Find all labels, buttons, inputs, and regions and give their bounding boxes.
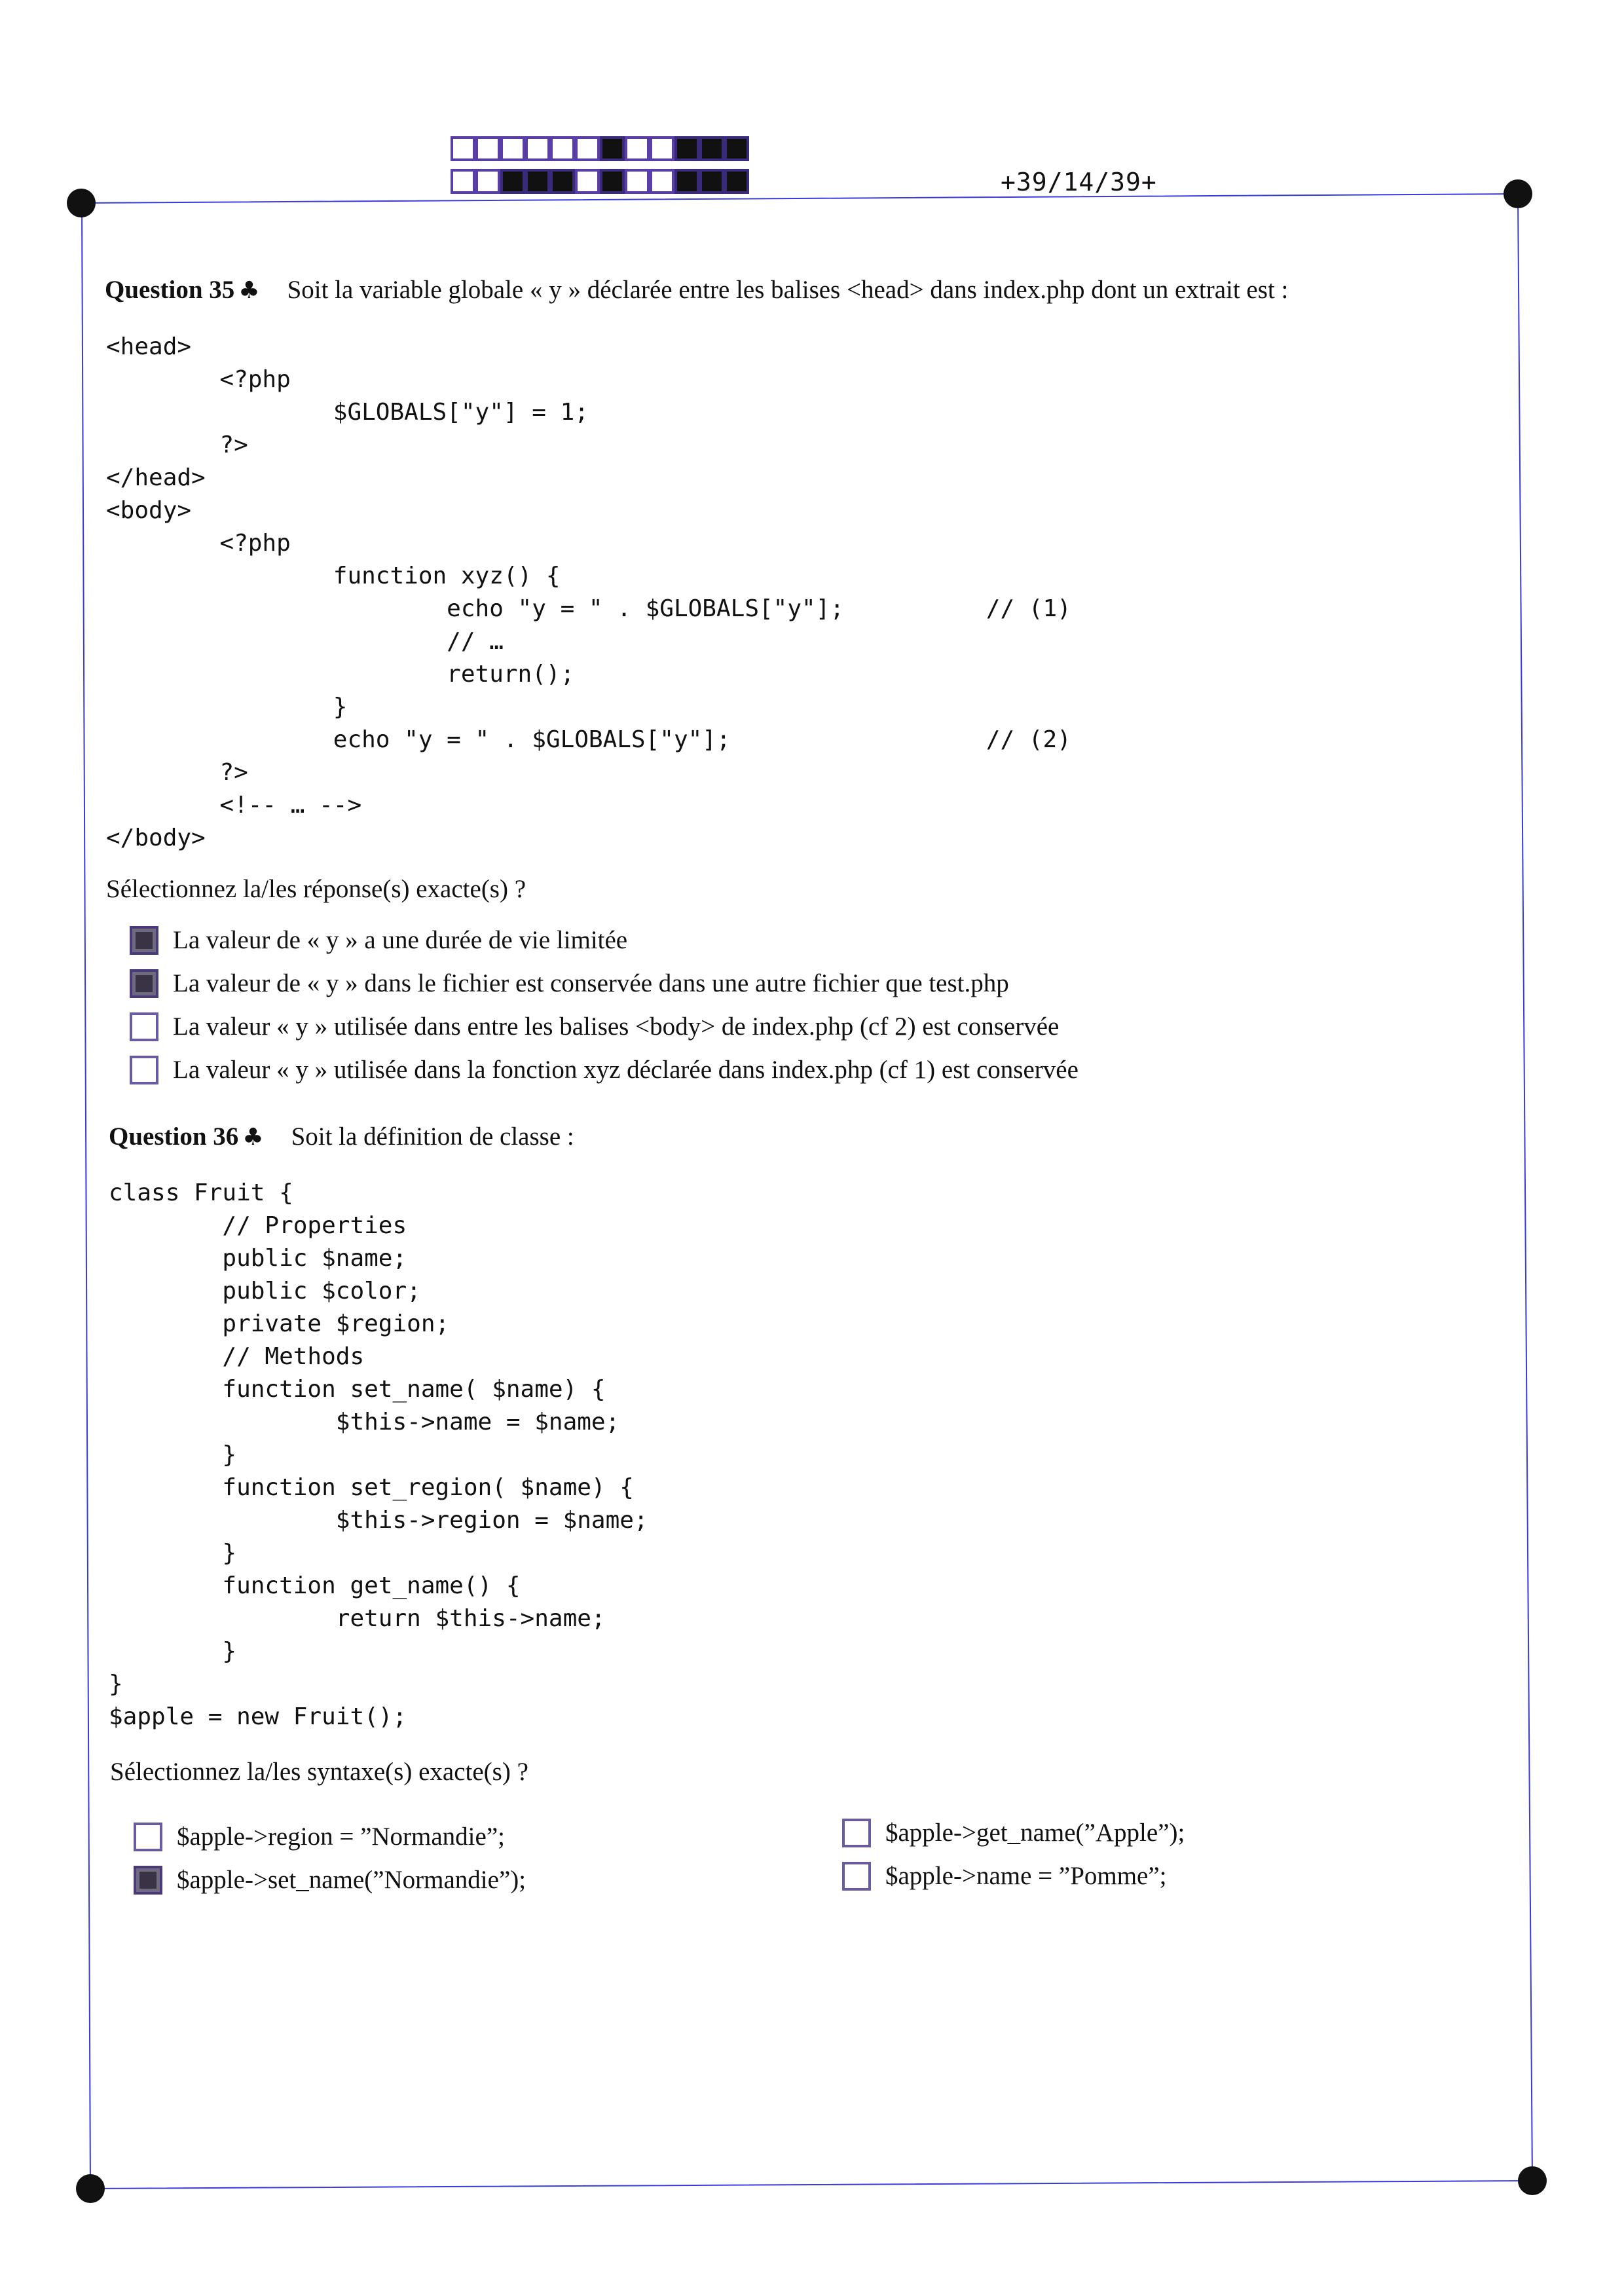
code-line: private $region; <box>109 1310 450 1337</box>
code-line: $apple = new Fruit(); <box>109 1703 407 1730</box>
q35-option-2-label: La valeur de « y » dans le fichier est conservée dans une autre fichier que test.php <box>173 969 1009 997</box>
q36-option-3-label: $apple->get_name(”Apple”); <box>885 1819 1185 1847</box>
q36-option-4-label: $apple->name = ”Pomme”; <box>885 1862 1167 1890</box>
code-box <box>550 136 575 161</box>
code-box <box>650 136 674 161</box>
code-line: } <box>109 1638 237 1665</box>
code-line: <!-- … --> <box>106 792 362 819</box>
code-box <box>650 169 674 194</box>
code-line: function set_region( $name) { <box>109 1474 634 1501</box>
code-line: </body> <box>106 824 206 851</box>
code-line: <head> <box>106 333 192 360</box>
code-line: <body> <box>106 497 192 524</box>
q36-option-3-checkbox[interactable] <box>842 1819 871 1847</box>
page-code-row-2 <box>451 169 749 194</box>
q36-option-1-label: $apple->region = ”Normandie”; <box>177 1823 505 1851</box>
code-box <box>674 136 699 161</box>
q35-option-2[interactable] <box>130 969 1009 998</box>
q35-option-3-label: La valeur « y » utilisée dans entre les balises <body> de index.php (cf 2) est conservée <box>173 1012 1060 1041</box>
code-line: // … <box>106 628 504 655</box>
q35-option-3-checkbox[interactable] <box>130 1012 158 1041</box>
code-line: } <box>106 694 348 720</box>
q35-option-4-label: La valeur « y » utilisée dans la fonction xyz déclarée dans index.php (cf 1) est conservée <box>173 1056 1079 1084</box>
corner-mark-bottom-right <box>1518 2166 1547 2195</box>
q35-option-1-label: La valeur de « y » a une durée de vie limitée <box>173 926 628 954</box>
page-code-row-1 <box>451 136 749 161</box>
code-line: public $color; <box>109 1278 421 1305</box>
corner-mark-top-left <box>67 189 96 217</box>
q36-option-2-label: $apple->set_name(”Normandie”); <box>177 1866 526 1894</box>
code-line: ?> <box>106 432 248 458</box>
q35-option-3[interactable] <box>130 1012 1059 1041</box>
code-line: } <box>109 1540 237 1566</box>
club-icon: ♣ <box>238 277 260 304</box>
q36-option-4[interactable] <box>842 1861 1167 1891</box>
code-line: // Methods <box>109 1343 365 1370</box>
question-36-code <box>109 1177 648 1733</box>
code-box <box>600 169 625 194</box>
question-text: Soit la variable globale « y » déclarée entre les balises <head> dans index.php dont un extrait est : <box>287 276 1289 304</box>
code-line: function xyz() { <box>106 563 561 589</box>
question-label: Question 36 <box>109 1122 239 1151</box>
q35-option-4-checkbox[interactable] <box>130 1056 158 1084</box>
code-box <box>625 169 650 194</box>
code-box <box>699 169 724 194</box>
code-line: <?php <box>106 366 291 393</box>
q36-option-3[interactable] <box>842 1818 1185 1847</box>
code-box <box>674 169 699 194</box>
code-line: function set_name( $name) { <box>109 1376 606 1403</box>
question-label: Question 35 <box>105 276 235 304</box>
code-box <box>451 169 475 194</box>
code-box <box>525 169 550 194</box>
code-line: echo "y = " . $GLOBALS["y"]; // (2) <box>106 726 1071 753</box>
q36-option-2-checkbox[interactable] <box>134 1866 162 1895</box>
q36-option-1[interactable] <box>134 1822 505 1851</box>
code-box <box>625 136 650 161</box>
code-box <box>600 136 625 161</box>
code-line: echo "y = " . $GLOBALS["y"]; // (1) <box>106 595 1071 622</box>
question-text: Soit la définition de classe : <box>291 1122 574 1151</box>
code-line: function get_name() { <box>109 1572 521 1599</box>
question-36-prompt: Sélectionnez la/les syntaxe(s) exacte(s) ? <box>110 1758 528 1786</box>
code-box <box>500 169 525 194</box>
q36-option-4-checkbox[interactable] <box>842 1862 871 1891</box>
code-line: </head> <box>106 464 206 491</box>
code-box <box>451 136 475 161</box>
q35-option-1-checkbox[interactable] <box>130 926 158 955</box>
code-line: } <box>109 1671 123 1697</box>
code-line: ?> <box>106 759 248 786</box>
code-line: } <box>109 1441 237 1468</box>
code-box <box>500 136 525 161</box>
q35-option-4[interactable] <box>130 1055 1079 1084</box>
code-line: public $name; <box>109 1245 407 1272</box>
q35-option-2-checkbox[interactable] <box>130 969 158 998</box>
code-line: class Fruit { <box>109 1179 293 1206</box>
code-line: return $this->name; <box>109 1605 606 1632</box>
code-box <box>724 169 749 194</box>
corner-mark-top-right <box>1504 179 1532 208</box>
code-box <box>475 136 500 161</box>
question-35-header <box>105 275 1288 305</box>
code-line: $this->name = $name; <box>109 1409 620 1435</box>
q36-option-1-checkbox[interactable] <box>134 1823 162 1851</box>
question-35-code <box>106 331 1071 855</box>
page-identifier: +39/14/39+ <box>1001 168 1157 196</box>
code-box <box>575 169 600 194</box>
question-36-header <box>109 1122 574 1151</box>
code-line: return(); <box>106 661 575 688</box>
code-line: // Properties <box>109 1212 407 1239</box>
code-box <box>724 136 749 161</box>
code-line: <?php <box>106 530 291 557</box>
code-box <box>575 136 600 161</box>
corner-mark-bottom-left <box>76 2174 105 2203</box>
code-box <box>525 136 550 161</box>
q35-option-1[interactable] <box>130 925 627 955</box>
question-35-prompt: Sélectionnez la/les réponse(s) exacte(s) ? <box>106 875 526 903</box>
code-box <box>699 136 724 161</box>
code-box <box>475 169 500 194</box>
code-line: $GLOBALS["y"] = 1; <box>106 399 589 426</box>
club-icon: ♣ <box>242 1124 264 1151</box>
q36-option-2[interactable] <box>134 1865 526 1895</box>
code-line: $this->region = $name; <box>109 1507 648 1534</box>
code-box <box>550 169 575 194</box>
